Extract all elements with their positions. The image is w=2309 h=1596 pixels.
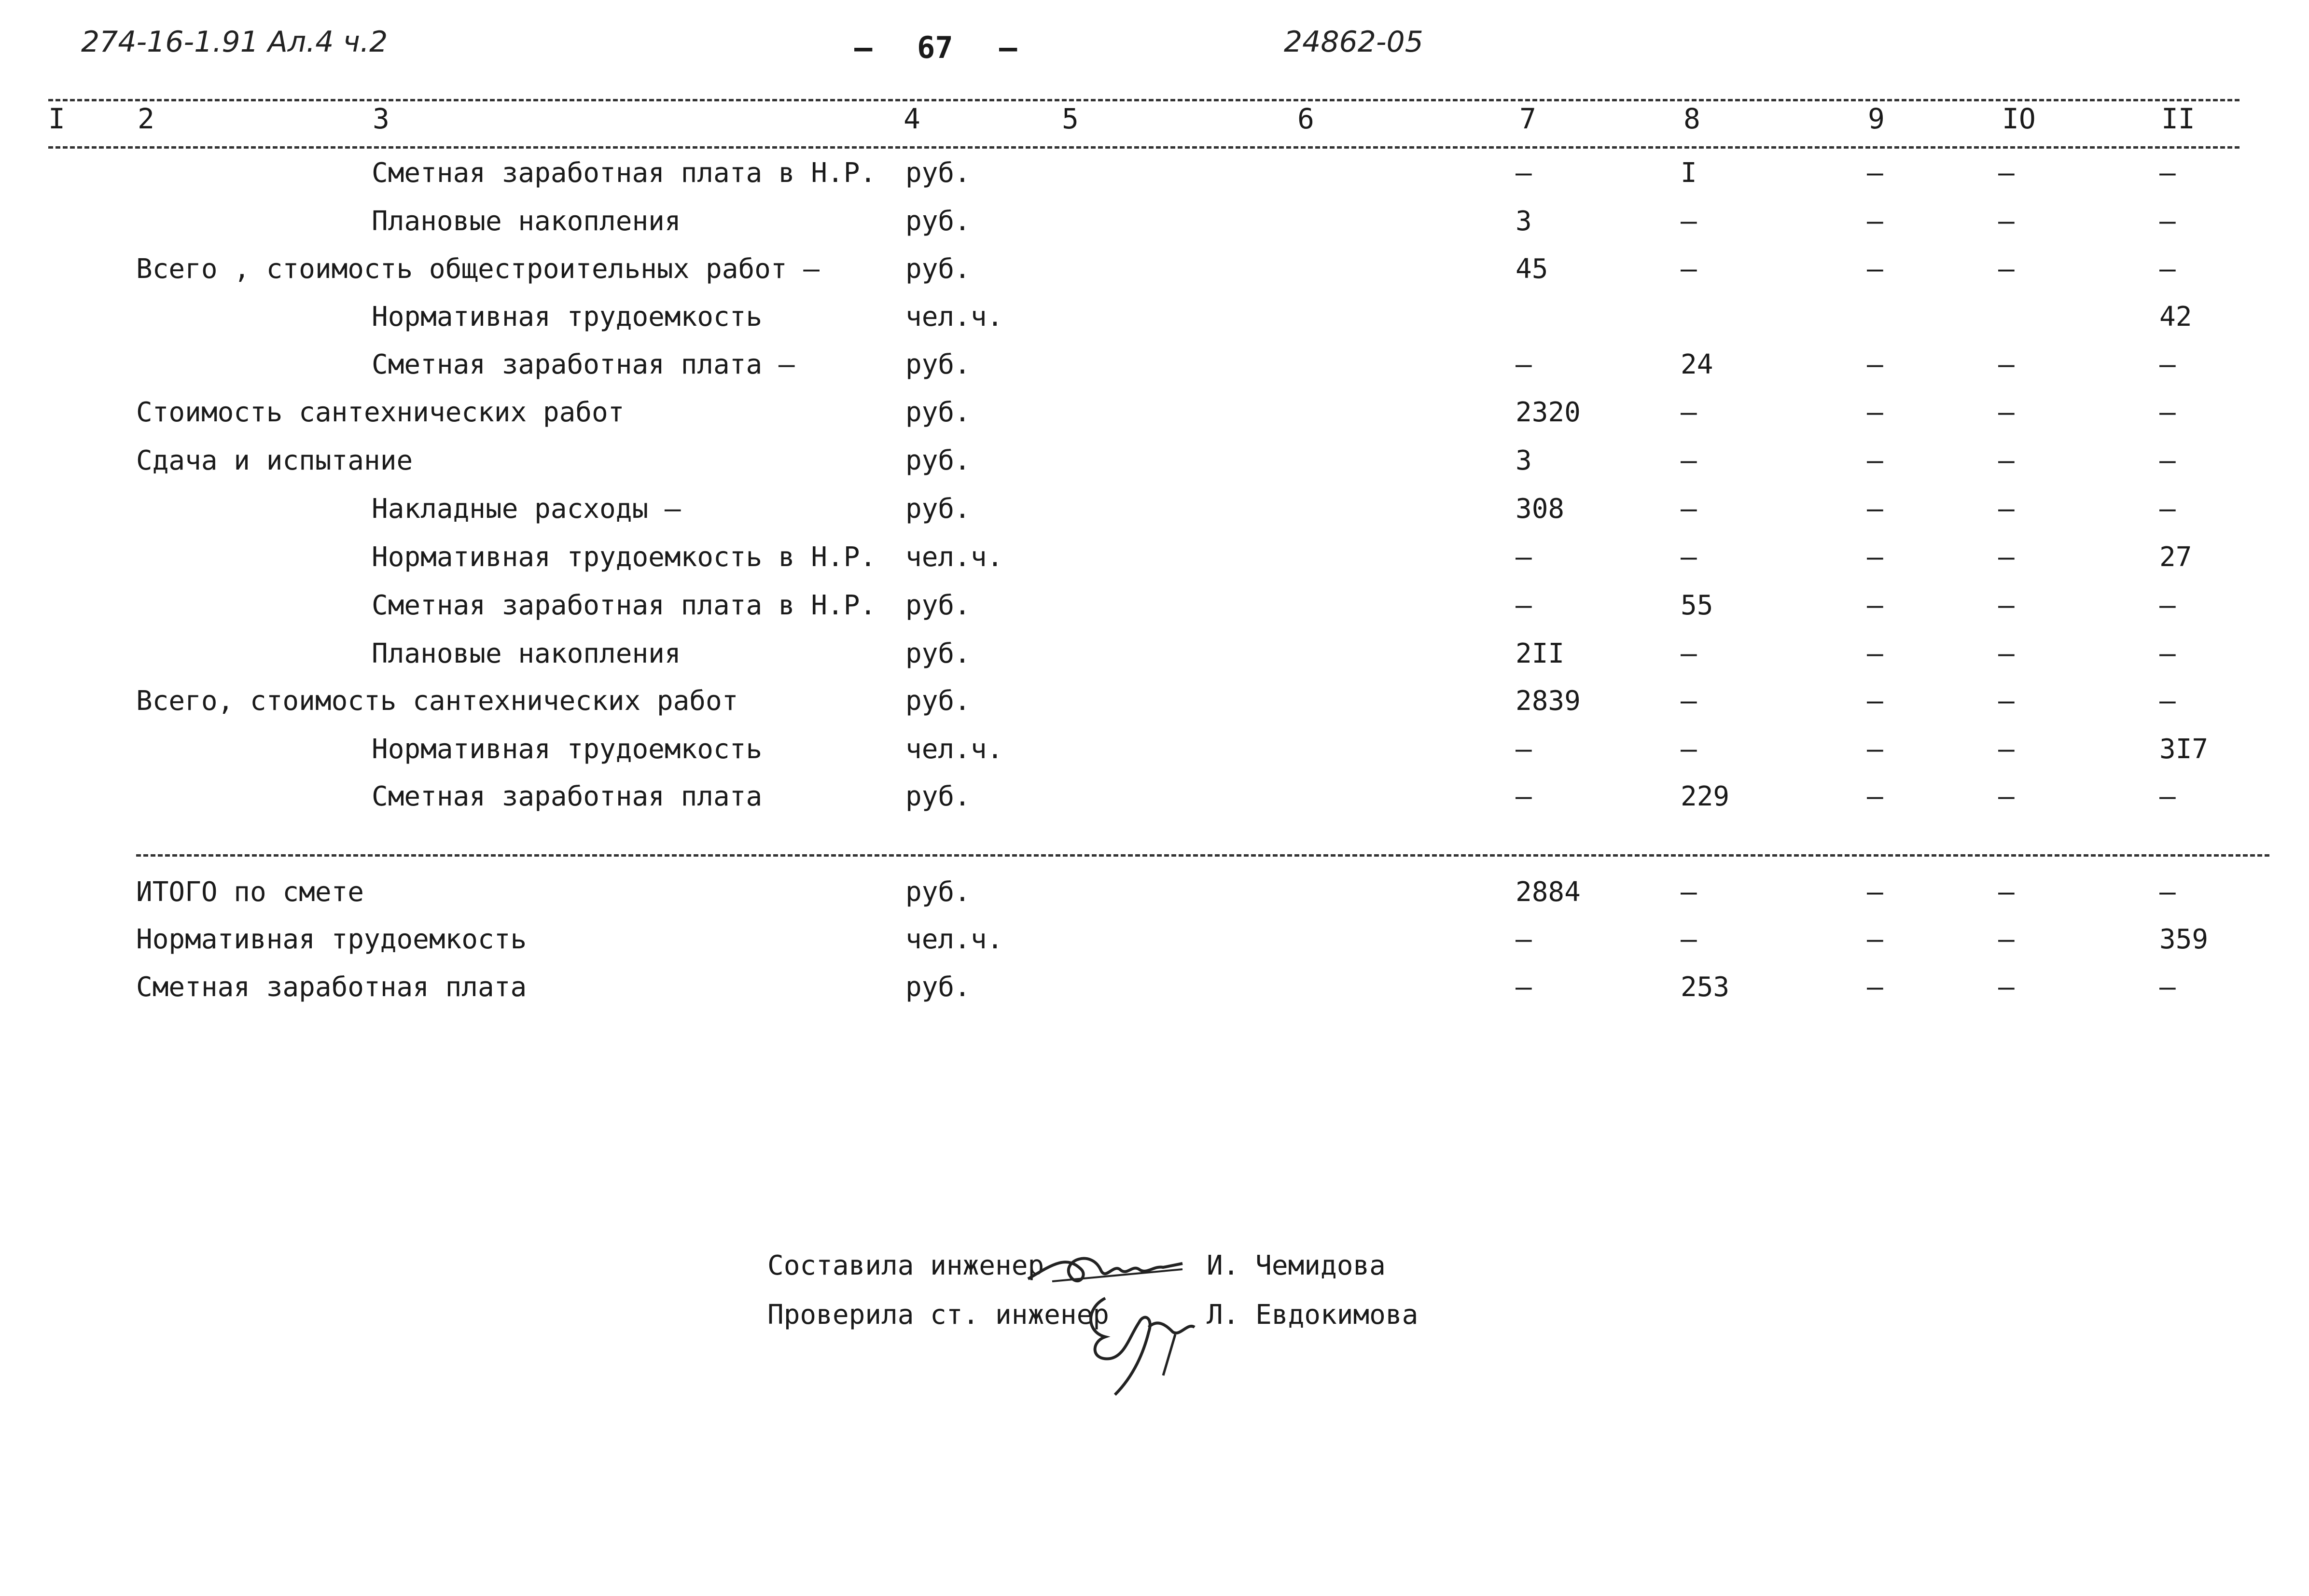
row-unit: чел.ч. <box>905 541 1003 573</box>
totals-rule <box>136 854 2269 857</box>
row-col7: 308 <box>1516 493 1565 525</box>
row-unit: руб. <box>905 590 971 621</box>
row-label: Стоимость сантехнических работ <box>136 397 625 428</box>
row-col10: – <box>1998 685 2015 717</box>
page-number: 67 <box>917 30 953 65</box>
table-row <box>0 296 2309 335</box>
totals-row <box>0 967 2309 1005</box>
totals-unit: чел.ч. <box>905 924 1003 955</box>
totals-col8: – <box>1681 876 1697 908</box>
row-col11: 27 <box>2159 541 2192 573</box>
row-unit: чел.ч. <box>905 734 1003 765</box>
totals-col7: – <box>1516 971 1532 1003</box>
row-col10: – <box>1998 349 2015 380</box>
totals-unit: руб. <box>905 876 971 908</box>
row-col7: 3 <box>1516 445 1532 476</box>
row-col10: – <box>1998 638 2015 669</box>
table-row <box>0 392 2309 430</box>
totals-col11: 359 <box>2159 924 2209 955</box>
row-label: Нормативная трудоемкость <box>372 734 763 765</box>
table-row <box>0 537 2309 575</box>
row-col8: – <box>1681 493 1697 525</box>
row-unit: чел.ч. <box>905 301 1003 333</box>
col-header-6: 6 <box>1297 102 1314 135</box>
table-row <box>0 776 2309 815</box>
table-row <box>0 633 2309 672</box>
col-header-2: 2 <box>138 102 154 135</box>
row-label: Всего, стоимость сантехнических работ <box>136 685 738 717</box>
totals-col8: – <box>1681 924 1697 955</box>
header-bottom-rule <box>48 146 2239 149</box>
composed-by-role: Составила инженер <box>767 1250 1044 1281</box>
row-col8: – <box>1681 397 1697 428</box>
row-col9: – <box>1867 781 1883 812</box>
row-col7: 2II <box>1516 638 1565 669</box>
totals-col10: – <box>1998 876 2015 908</box>
checked-by-role: Проверила ст. инженер <box>767 1299 1110 1331</box>
composed-by-name: И. Чемидова <box>1207 1250 1386 1281</box>
col-header-3: 3 <box>373 102 389 135</box>
row-col9: – <box>1867 206 1883 237</box>
row-col8: – <box>1681 541 1697 573</box>
row-unit: руб. <box>905 493 971 525</box>
row-label: Сметная заработная плата – <box>372 349 795 380</box>
col-header-8: 8 <box>1683 102 1700 135</box>
row-col9: – <box>1867 541 1883 573</box>
row-col11: – <box>2159 206 2176 237</box>
row-col11: – <box>2159 397 2176 428</box>
row-label: Накладные расходы – <box>372 493 681 525</box>
totals-row <box>0 919 2309 958</box>
totals-col10: – <box>1998 971 2015 1003</box>
table-row <box>0 440 2309 479</box>
col-header-10: IO <box>2002 102 2036 135</box>
col-header-9: 9 <box>1868 102 1885 135</box>
row-col10: – <box>1998 781 2015 812</box>
table-row <box>0 729 2309 767</box>
row-col11: 3I7 <box>2159 734 2209 765</box>
row-col10: – <box>1998 493 2015 525</box>
row-unit: руб. <box>905 397 971 428</box>
row-col9: – <box>1867 638 1883 669</box>
totals-col9: – <box>1867 876 1883 908</box>
table-row <box>0 585 2309 624</box>
doc-number-handwritten: 24862-05 <box>1284 25 1423 59</box>
row-col8: – <box>1681 445 1697 476</box>
row-label: Плановые накопления <box>372 206 681 237</box>
row-col10: – <box>1998 445 2015 476</box>
row-label: Всего , стоимость общестроительных работ – <box>136 253 820 285</box>
row-col8: – <box>1681 638 1697 669</box>
row-col8: 55 <box>1681 590 1713 621</box>
row-col9: – <box>1867 685 1883 717</box>
row-col8: – <box>1681 685 1697 717</box>
row-label: Нормативная трудоемкость <box>372 301 763 333</box>
row-col7: – <box>1516 349 1532 380</box>
row-col10: – <box>1998 590 2015 621</box>
row-unit: руб. <box>905 781 971 812</box>
col-header-7: 7 <box>1519 102 1536 135</box>
totals-row <box>0 872 2309 910</box>
page-dash-left: – <box>854 30 873 65</box>
row-col11: – <box>2159 349 2176 380</box>
signature-evdokimova <box>1076 1279 1211 1404</box>
totals-col11: – <box>2159 876 2176 908</box>
table-row <box>0 680 2309 719</box>
row-col11: – <box>2159 685 2176 717</box>
row-col7: 45 <box>1516 253 1548 285</box>
col-header-1: I <box>48 102 65 135</box>
row-col8: I <box>1681 157 1697 189</box>
row-col7: – <box>1516 734 1532 765</box>
row-col11: – <box>2159 781 2176 812</box>
row-label: Сметная заработная плата в Н.Р. <box>372 157 876 189</box>
totals-col7: – <box>1516 924 1532 955</box>
row-col11: – <box>2159 253 2176 285</box>
row-unit: руб. <box>905 349 971 380</box>
row-unit: руб. <box>905 206 971 237</box>
row-col11: – <box>2159 493 2176 525</box>
totals-col8: 253 <box>1681 971 1730 1003</box>
row-col9: – <box>1867 734 1883 765</box>
row-col8: – <box>1681 206 1697 237</box>
row-col7: – <box>1516 541 1532 573</box>
table-row <box>0 153 2309 191</box>
row-col11: – <box>2159 445 2176 476</box>
row-label: Сметная заработная плата <box>372 781 763 812</box>
totals-col9: – <box>1867 971 1883 1003</box>
row-col10: – <box>1998 397 2015 428</box>
row-col9: – <box>1867 349 1883 380</box>
totals-col9: – <box>1867 924 1883 955</box>
row-col10: – <box>1998 253 2015 285</box>
col-header-11: II <box>2161 102 2195 135</box>
table-row <box>0 249 2309 287</box>
table-row <box>0 344 2309 383</box>
row-col7: – <box>1516 590 1532 621</box>
row-label: Плановые накопления <box>372 638 681 669</box>
row-col7: – <box>1516 781 1532 812</box>
table-row <box>0 488 2309 527</box>
row-col7: 3 <box>1516 206 1532 237</box>
row-col9: – <box>1867 493 1883 525</box>
row-unit: руб. <box>905 157 971 189</box>
totals-label: ИТОГО по смете <box>136 876 364 908</box>
totals-col10: – <box>1998 924 2015 955</box>
totals-label: Сметная заработная плата <box>136 971 527 1003</box>
row-col8: – <box>1681 253 1697 285</box>
row-unit: руб. <box>905 685 971 717</box>
row-col11: 42 <box>2159 301 2192 333</box>
row-col10: – <box>1998 734 2015 765</box>
row-unit: руб. <box>905 253 971 285</box>
row-col9: – <box>1867 590 1883 621</box>
col-header-5: 5 <box>1062 102 1079 135</box>
row-label: Сметная заработная плата в Н.Р. <box>372 590 876 621</box>
row-col10: – <box>1998 541 2015 573</box>
row-col8: – <box>1681 734 1697 765</box>
page-dash-right: – <box>999 30 1017 65</box>
totals-label: Нормативная трудоемкость <box>136 924 527 955</box>
checked-by-name: Л. Евдокимова <box>1207 1299 1419 1331</box>
row-label: Нормативная трудоемкость в Н.Р. <box>372 541 876 573</box>
totals-col11: – <box>2159 971 2176 1003</box>
row-col11: – <box>2159 157 2176 189</box>
col-header-4: 4 <box>904 102 920 135</box>
totals-unit: руб. <box>905 971 971 1003</box>
row-col9: – <box>1867 445 1883 476</box>
totals-col7: 2884 <box>1516 876 1581 908</box>
row-col7: – <box>1516 157 1532 189</box>
row-unit: руб. <box>905 445 971 476</box>
row-col8: 24 <box>1681 349 1713 380</box>
row-label: Сдача и испытание <box>136 445 413 476</box>
row-unit: руб. <box>905 638 971 669</box>
row-col8: 229 <box>1681 781 1730 812</box>
row-col9: – <box>1867 157 1883 189</box>
table-row <box>0 201 2309 239</box>
row-col7: 2320 <box>1516 397 1581 428</box>
row-col9: – <box>1867 397 1883 428</box>
row-col10: – <box>1998 206 2015 237</box>
row-col11: – <box>2159 590 2176 621</box>
row-col10: – <box>1998 157 2015 189</box>
row-col11: – <box>2159 638 2176 669</box>
header-top-rule <box>48 99 2239 101</box>
doc-code-handwritten: 274-16-1.91 Ал.4 ч.2 <box>81 25 388 59</box>
row-col9: – <box>1867 253 1883 285</box>
row-col7: 2839 <box>1516 685 1581 717</box>
